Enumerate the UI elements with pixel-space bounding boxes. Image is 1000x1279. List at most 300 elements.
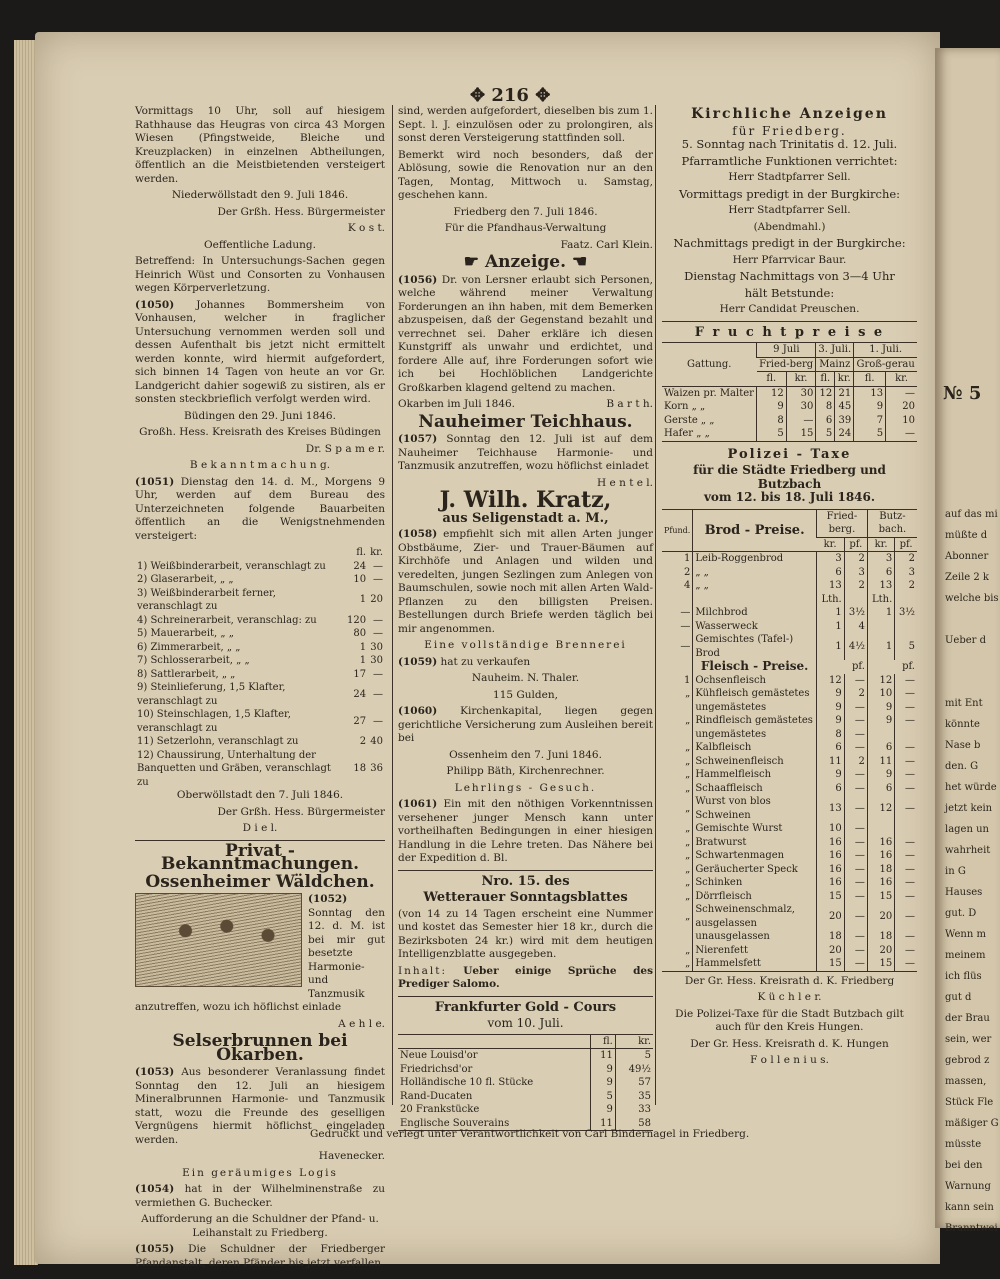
fleisch-weight: [662, 728, 693, 742]
fleisch-value: 16: [867, 836, 894, 850]
brod-value: 5: [895, 633, 917, 660]
frucht-place-3: Groß-gerau: [854, 357, 917, 372]
gold-label: Englische Souverains: [400, 1117, 510, 1129]
notice-text: Bemerkt wird noch besonders, daß der Ablösung, sowie die Renovation nur an den Tagen, Montag, Mittwoch u. Samstag, geschehen kann.: [398, 148, 653, 201]
frucht-value: 45: [835, 400, 854, 414]
heading-ladung: Oeffentliche Ladung.: [204, 238, 316, 251]
fleisch-weight: „: [685, 755, 691, 767]
brod-value: [895, 593, 917, 607]
fleisch-value: 16: [816, 876, 844, 890]
notice-place: Nauheim. N. Thaler.: [471, 672, 580, 684]
fleisch-value: —: [844, 728, 867, 742]
notice-text: Aus besonderer Veranlassung findet Sonntag den 12. Juli an hiesigem Mineralbrunnen Harmonie- und Tanzmusik statt, wozu die Freunde des geselligen Vergnügens hiermit höflichst eingeladen werden.: [135, 1066, 385, 1146]
frucht-table: [662, 342, 917, 442]
work-label: 3) Weißbinderarbeit ferner, veranschlagt zu: [137, 587, 276, 612]
next-page-line: müßte d: [945, 530, 988, 541]
work-fl: 2: [359, 736, 367, 747]
inhalt-text: Ueber einige Sprüche des Prediger Salomo.: [398, 964, 653, 990]
fleisch-row: [662, 957, 917, 971]
brod-row: [662, 552, 917, 566]
fleisch-value: 11: [867, 755, 894, 769]
notice-text: Dienstag den 14. d. M., Morgens 9 Uhr, werden auf dem Bureau des Unterzeichneten folgende Bauarbeiten öffentlich an die Wenigstnehmenden versteigert:: [135, 475, 386, 542]
frucht-label: Hafer „ „: [664, 428, 710, 439]
fleisch-weight: „: [685, 782, 691, 794]
next-page-line: Wenn m: [945, 929, 986, 940]
fleisch-row: [662, 944, 917, 958]
notice-text: Kirchenkapital, liegen gegen gerichtliche Versicherung zum Ausleihen bereit bei: [398, 705, 653, 744]
fleisch-weight: „: [685, 802, 691, 814]
fleisch-value: 12: [816, 674, 844, 688]
fleisch-label: Schweinenfleisch: [693, 755, 817, 769]
frucht-date-3: 1. Juli.: [854, 343, 917, 358]
notice-number: (1053): [135, 1066, 175, 1078]
brod-title: Brod - Preise.: [693, 509, 817, 552]
brod-value: 3½: [895, 606, 917, 620]
next-page-line: kann sein: [945, 1202, 994, 1213]
ornament-right-icon: ✥: [528, 85, 551, 106]
fleisch-value: —: [895, 836, 917, 850]
fleisch-value: 8: [816, 728, 844, 742]
fleisch-row: [662, 701, 917, 715]
frucht-value: 24: [835, 427, 854, 441]
frucht-kr: kr.: [886, 372, 917, 387]
fleisch-weight: „: [685, 850, 691, 861]
notice-signature: Der Grßh. Hess. Bürgermeister: [217, 805, 385, 818]
next-page-line: welche bis: [945, 593, 999, 604]
works-row: [135, 708, 385, 735]
fleisch-label: Wurst von blos Schweinen: [693, 795, 817, 822]
kreisrath-hungen: Der Gr. Hess. Kreisrath d. K. Hungen: [690, 1037, 889, 1050]
next-page-line: Stück Fle: [945, 1097, 994, 1108]
pfund-header: Pfund.: [664, 525, 691, 535]
work-fl: 17: [353, 668, 367, 680]
gold-fl: 9: [591, 1076, 616, 1090]
fleisch-value: 16: [816, 863, 844, 877]
column-2: [398, 105, 653, 1131]
work-fl: 18: [353, 763, 367, 774]
frucht-label: Korn „ „: [664, 401, 706, 412]
fleisch-row: [662, 890, 917, 904]
gold-fl: 9: [591, 1103, 616, 1117]
page-number: 216: [491, 85, 529, 106]
heading-fruchtpreise: F r u c h t p r e i s e: [694, 324, 885, 340]
fleisch-value: —: [895, 741, 917, 755]
brod-kr: kr.: [823, 538, 837, 550]
frucht-value: —: [786, 414, 816, 428]
next-page-line: lagen un: [945, 824, 989, 835]
heading-brennerei: Eine vollständige Brennerei: [424, 639, 627, 651]
gold-row: [398, 1103, 653, 1117]
fleisch-row: [662, 741, 917, 755]
brod-value: 2: [844, 579, 867, 593]
notice-text: sind, werden aufgefordert, dieselben bis zum 1. Sept. l. J. einzulösen oder zu prolongiren, als sonst deren Versteigerung stattfinden soll.: [398, 105, 653, 144]
next-page-line: könnte: [945, 719, 980, 730]
fleisch-value: 15: [867, 890, 894, 904]
fleisch-value: 9: [816, 701, 844, 715]
brod-value: 1: [816, 633, 844, 660]
notice-text: Sonntag den 12. d. M. ist bei mir gut besetzte Harmonie- und Tanzmusik anzutreffen, wozu ich höflichst einlade: [135, 906, 385, 1013]
brod-value: [867, 620, 894, 634]
notice-number: (1061): [398, 798, 438, 810]
frucht-value: 12: [757, 386, 786, 400]
fleisch-value: —: [895, 755, 917, 769]
inhalt-label: Inhalt:: [398, 964, 448, 977]
fleisch-value: 13: [816, 795, 844, 822]
brod-weight: —: [680, 607, 691, 618]
work-kr: 20: [370, 594, 383, 606]
brod-value: Lth.: [867, 593, 894, 607]
betreff: Betreffend: In Untersuchungs-Sachen gegen Heinrich Wüst und Consorten zu Vonhausen wegen Körperverletzung.: [135, 255, 385, 294]
brod-value: 3: [816, 552, 844, 566]
work-kr: 30: [370, 641, 383, 653]
brod-value: [844, 593, 867, 607]
heading-kirchliche-sub: für Friedberg.: [732, 123, 847, 138]
gold-fl: 5: [591, 1090, 616, 1104]
fleisch-value: 18: [867, 930, 894, 944]
kreisrath-friedberg-name: K ü c h l e r.: [757, 991, 822, 1003]
pfarramt: Pfarramtliche Funktionen verrichtet:: [681, 153, 898, 168]
brod-weight: [662, 593, 693, 607]
fleisch-row: [662, 768, 917, 782]
fleisch-value: —: [844, 930, 867, 944]
works-row: [135, 749, 385, 790]
brod-value: 3½: [844, 606, 867, 620]
heading-logis: Ein geräumiges Logis: [182, 1166, 338, 1179]
vormittags-name: Herr Stadtpfarrer Sell.: [728, 204, 851, 216]
betstunde-name: Herr Candidat Preuschen.: [719, 303, 860, 315]
work-label: 7) Schlosserarbeit, „ „: [137, 655, 250, 666]
fleisch-value: 12: [867, 674, 894, 688]
fleisch-value: 16: [816, 836, 844, 850]
next-page-line: Abonner: [945, 551, 989, 562]
work-kr: —: [373, 628, 383, 639]
notice-signature: Für die Pfandhaus-Verwaltung: [444, 222, 607, 234]
fleisch-value: 16: [867, 849, 894, 863]
next-page-line: auf das mi: [945, 509, 998, 520]
frucht-value: 7: [854, 414, 886, 428]
fleisch-value: 11: [816, 755, 844, 769]
fleisch-value: 20: [816, 944, 844, 958]
brod-value: 3: [895, 566, 917, 580]
fleisch-label: Ochsenfleisch: [693, 674, 817, 688]
fleisch-value: —: [895, 876, 917, 890]
work-fl: 120: [346, 614, 367, 626]
next-page-line: wahrheit: [945, 845, 991, 856]
fleisch-value: —: [844, 701, 867, 715]
fleisch-value: —: [844, 849, 867, 863]
fleisch-value: —: [895, 795, 917, 822]
brod-value: 13: [816, 579, 844, 593]
frucht-fl: fl.: [816, 372, 835, 387]
fleisch-label: Schwartenmagen: [693, 849, 817, 863]
notice-signature: Großh. Hess. Kreisrath des Kreises Büdingen: [139, 426, 381, 438]
notice-number: (1056): [398, 273, 438, 286]
fleisch-row: [662, 822, 917, 836]
work-kr: —: [373, 560, 383, 572]
frucht-fl: fl.: [766, 373, 777, 384]
fleisch-row: [662, 687, 917, 701]
gold-row: [398, 1063, 653, 1077]
frucht-value: 21: [835, 386, 854, 400]
next-page-line: gebrod z: [945, 1055, 990, 1066]
notice-name: H e n t e l.: [597, 476, 653, 489]
fleisch-row: [662, 903, 917, 930]
frucht-value: 8: [757, 414, 786, 428]
column-rule-1: [392, 105, 393, 1105]
notice-number: (1059): [398, 655, 438, 668]
fleisch-label: Gemischte Wurst: [693, 822, 817, 836]
work-kr: 36: [370, 763, 383, 774]
fleisch-value: 15: [816, 957, 844, 971]
gold-row: [398, 1049, 653, 1063]
notice-text: empfiehlt sich mit allen Arten junger Obstbäume, Zier- und Trauer-Bäumen auf Kirchhöfe und Anlagen und wilden und veredelten, jungen Sezlingen zum Anlegen von Baumschulen, sowie noch mit allen Arten Wald-Pflanzen zu den billigsten Preisen. Bestellungen durch Briefe werden täglich bei mir angenommen.: [398, 528, 653, 635]
fleisch-row: [662, 930, 917, 944]
gold-kr: 35: [615, 1090, 653, 1104]
frucht-kr: kr.: [786, 372, 816, 387]
brod-value: 1: [867, 633, 894, 660]
brod-label: Leib-Roggenbrod: [693, 552, 817, 566]
sonntag: 5. Sonntag nach Trinitatis d. 12. Juli.: [681, 137, 898, 151]
brod-table: [662, 509, 917, 972]
fleisch-value: —: [844, 890, 867, 904]
brod-butzbach: Butz-bach.: [867, 509, 917, 537]
brod-value: 2: [895, 552, 917, 566]
fleisch-weight: „: [685, 890, 691, 902]
brod-value: 2: [895, 579, 917, 593]
gold-fl: 9: [591, 1063, 616, 1077]
fleisch-value: 6: [816, 741, 844, 755]
notice-number: (1058): [398, 528, 438, 540]
nachmittags-name: Herr Pfarrvicar Baur.: [732, 253, 847, 266]
heading-gulden: 115 Gulden,: [493, 688, 558, 701]
work-label: 4) Schreinerarbeit, veranschlag: zu: [137, 614, 317, 626]
notice-text: (von 14 zu 14 Tagen erscheint eine Nummer und kostet das Semester hier 18 kr., durch die Bezirksboten 24 kr.) wird mit dem heutigen Intelligenzblatte ausgegeben.: [398, 907, 653, 960]
fleisch-value: —: [844, 822, 867, 836]
heading-nro: Nro. 15. des: [481, 873, 570, 889]
frucht-value: —: [886, 386, 917, 400]
fleisch-label: Kühfleisch gemästetes: [693, 687, 817, 701]
next-page-number: № 5: [943, 383, 982, 404]
fleisch-value: [867, 822, 894, 836]
fleisch-label: Hammelsfett: [693, 957, 817, 971]
work-kr: —: [373, 574, 383, 585]
heading-bekanntmachung: B e k a n n t m a c h u n g.: [189, 459, 331, 471]
fleisch-weight: „: [685, 877, 691, 888]
fleisch-label: unausgelassen: [693, 930, 817, 944]
frucht-value: 5: [854, 427, 886, 441]
work-fl: 1: [359, 594, 367, 606]
next-page-line: Ueber d: [945, 635, 987, 646]
gold-fl: 11: [591, 1049, 616, 1063]
abendmahl: (Abendmahl.): [753, 220, 826, 233]
gold-row: [398, 1076, 653, 1090]
frucht-value: 39: [835, 414, 854, 428]
fleisch-value: —: [895, 944, 917, 958]
works-row: [135, 654, 385, 668]
works-row: [135, 735, 385, 749]
brod-weight: 2: [683, 566, 691, 578]
work-label: 12) Chaussirung, Unterhaltung der Banquetten und Gräben, veranschlagt zu: [137, 749, 331, 788]
frucht-row: [662, 427, 917, 441]
fleisch-value: —: [895, 890, 917, 904]
brod-value: [895, 620, 917, 634]
fleisch-value: —: [895, 863, 917, 877]
works-row: [135, 573, 385, 587]
heading-kirchliche: Kirchliche Anzeigen: [691, 106, 888, 122]
fleisch-value: 20: [816, 903, 844, 930]
notice-signature: Der Grßh. Hess. Bürgermeister: [217, 205, 385, 218]
brod-label: „ „: [693, 579, 817, 593]
brod-pf: pf.: [844, 537, 867, 552]
works-row: [135, 641, 385, 655]
brod-value: 13: [867, 579, 894, 593]
betstunde: hält Betstunde:: [744, 285, 835, 300]
notice-name: A e h l e.: [338, 1017, 385, 1030]
fleisch-row: [662, 863, 917, 877]
brod-row: [662, 566, 917, 580]
brod-value: 6: [867, 566, 894, 580]
fleisch-value: 15: [867, 957, 894, 971]
notice-text: Ein mit den nöthigen Vorkenntnissen versehener junger Mensch kann unter vortheilhaften Bedingungen in einer hiesigen Handlung in die Lehre treten. Das Nähere bei der Expedition d. Bl.: [398, 798, 653, 864]
work-label: 11) Setzerlohn, veranschlagt zu: [137, 736, 299, 747]
fleisch-value: —: [895, 701, 917, 715]
gold-label: Rand-Ducaten: [400, 1090, 473, 1102]
fleisch-pf: pf.: [816, 660, 867, 674]
fleisch-value: [867, 728, 894, 742]
notice-number: (1052): [308, 893, 348, 905]
fleisch-weight: [662, 701, 693, 715]
fleisch-weight: „: [685, 688, 691, 699]
fleisch-value: 10: [816, 822, 844, 836]
next-page-line: massen,: [945, 1076, 987, 1087]
frucht-date-2: 3. Juli.: [816, 343, 854, 358]
fleisch-weight: „: [685, 823, 691, 834]
fleisch-value: 6: [867, 741, 894, 755]
heading-anzeige-text: Anzeige.: [484, 252, 567, 272]
fleisch-value: 9: [867, 714, 894, 728]
fleisch-value: 6: [867, 782, 894, 796]
fleisch-value: 9: [867, 701, 894, 715]
fleisch-value: 15: [816, 890, 844, 904]
works-row: [135, 681, 385, 708]
notice-place: Ossenheim den 7. Juni 1846.: [449, 748, 602, 761]
divider: [398, 996, 653, 997]
notice-place: Niederwöllstadt den 9. Juli 1846.: [171, 189, 349, 201]
works-row: [135, 587, 385, 614]
fleisch-value: —: [844, 957, 867, 971]
frucht-row: [662, 400, 917, 414]
next-page-line: het würde: [945, 782, 997, 793]
frucht-value: 30: [786, 386, 816, 400]
next-page-line: müsste: [945, 1139, 982, 1150]
notice-text: hat zu verkaufen: [440, 655, 531, 668]
next-page-line: mäßiger G: [945, 1118, 999, 1129]
fleisch-value: —: [844, 782, 867, 796]
fleisch-label: ungemästetes: [693, 728, 817, 742]
notice-name: Philipp Bäth, Kirchenrechner.: [446, 765, 605, 777]
fleisch-row: [662, 674, 917, 688]
fleisch-row: [662, 836, 917, 850]
gold-kr: 57: [615, 1076, 653, 1090]
notice-place: Friedberg den 7. Juli 1846.: [453, 205, 598, 218]
heading-polizei: Polizei - Taxe: [727, 446, 852, 462]
frucht-row: [662, 386, 917, 400]
work-kr: —: [373, 715, 383, 727]
fleisch-weight: „: [685, 863, 691, 875]
fleisch-value: 12: [867, 795, 894, 822]
taxe-note: Die Polizei-Taxe für die Stadt Butzbach gilt auch für den Kreis Hungen.: [675, 1007, 904, 1033]
notice-name: B a r t h.: [606, 398, 653, 410]
brod-value: 4½: [844, 633, 867, 660]
frucht-label: Waizen pr. Malter: [664, 387, 754, 399]
work-fl: 80: [353, 628, 367, 639]
brod-row: [662, 633, 917, 660]
column-1: [135, 105, 385, 1273]
heading-aufforderung: Aufforderung an die Schuldner der Pfand- u. Leihanstalt zu Friedberg.: [141, 1213, 379, 1239]
heading-anzeige: [398, 252, 653, 272]
next-page-line: bei den: [945, 1160, 983, 1171]
brod-weight: —: [680, 640, 691, 652]
ornament-left-icon: ✥: [470, 85, 492, 106]
brod-row: [662, 593, 917, 607]
fleisch-weight: 1: [683, 674, 691, 686]
brod-row: [662, 579, 917, 593]
fleisch-label: Nierenfett: [693, 944, 817, 958]
kreisrath-friedberg: Der Gr. Hess. Kreisrath d. K. Friedberg: [684, 974, 895, 987]
work-fl: 24: [353, 560, 367, 572]
fleisch-value: 9: [816, 768, 844, 782]
next-page-edge: [935, 48, 1000, 1234]
notice-number: (1054): [135, 1183, 175, 1195]
next-page-line: meinem: [945, 950, 986, 961]
frucht-value: 30: [786, 400, 816, 414]
brod-label: Wasserweck: [693, 620, 817, 634]
fleisch-label: Rindfleisch gemästetes: [693, 714, 817, 728]
fleisch-pf: pf.: [867, 660, 917, 674]
fleisch-label: Hammelfleisch: [693, 768, 817, 782]
work-kr: 40: [370, 736, 383, 747]
next-page-line: Nase b: [945, 740, 981, 751]
fleisch-row: [662, 849, 917, 863]
frucht-value: 13: [854, 386, 886, 400]
notice-name: Faatz. Carl Klein.: [560, 238, 653, 251]
fleisch-row: [662, 728, 917, 742]
fleisch-label: ungemästetes: [693, 701, 817, 715]
fleisch-value: —: [844, 795, 867, 822]
frucht-value: 5: [757, 427, 786, 441]
next-page-line: gut d: [945, 992, 972, 1003]
fleisch-value: —: [844, 674, 867, 688]
fleisch-label: Kalbfleisch: [693, 741, 817, 755]
next-page-line: mit Ent: [945, 698, 983, 709]
gold-kr: 33: [615, 1103, 653, 1117]
dance-illustration: [135, 893, 302, 987]
fleisch-value: [895, 728, 917, 742]
fleisch-row: [662, 755, 917, 769]
fleisch-value: —: [895, 714, 917, 728]
heading-lehrling: Lehrlings - Gesuch.: [454, 781, 597, 794]
fleisch-value: 10: [867, 687, 894, 701]
divider: [398, 870, 653, 871]
notice-text: Dr. von Lersner erlaubt sich Personen, welche während meiner Verwaltung Forderungen an ihn haben, mit dem Bemerken abzuspeisen, daß der Gegenstand bezahlt und verrechnet sei. Daher erkläre ich diesen Kunstgriff als unwahr und erdichtet, und fordere Alle auf, ihre Forderungen sofort wie ich bei Hochlöblichen Landgerichte Großkarben klagend geltend zu machen.: [398, 273, 653, 394]
fleisch-value: —: [895, 930, 917, 944]
brod-value: 2: [844, 552, 867, 566]
pointing-hand-left-icon: ☛: [463, 252, 480, 272]
notice-place: Oberwöllstadt den 7. Juli 1846.: [176, 789, 344, 801]
fleisch-value: 18: [867, 863, 894, 877]
heading-kratz-sub: aus Seligenstadt a. M.,: [442, 510, 609, 526]
gold-label: 20 Frankstücke: [400, 1104, 480, 1115]
